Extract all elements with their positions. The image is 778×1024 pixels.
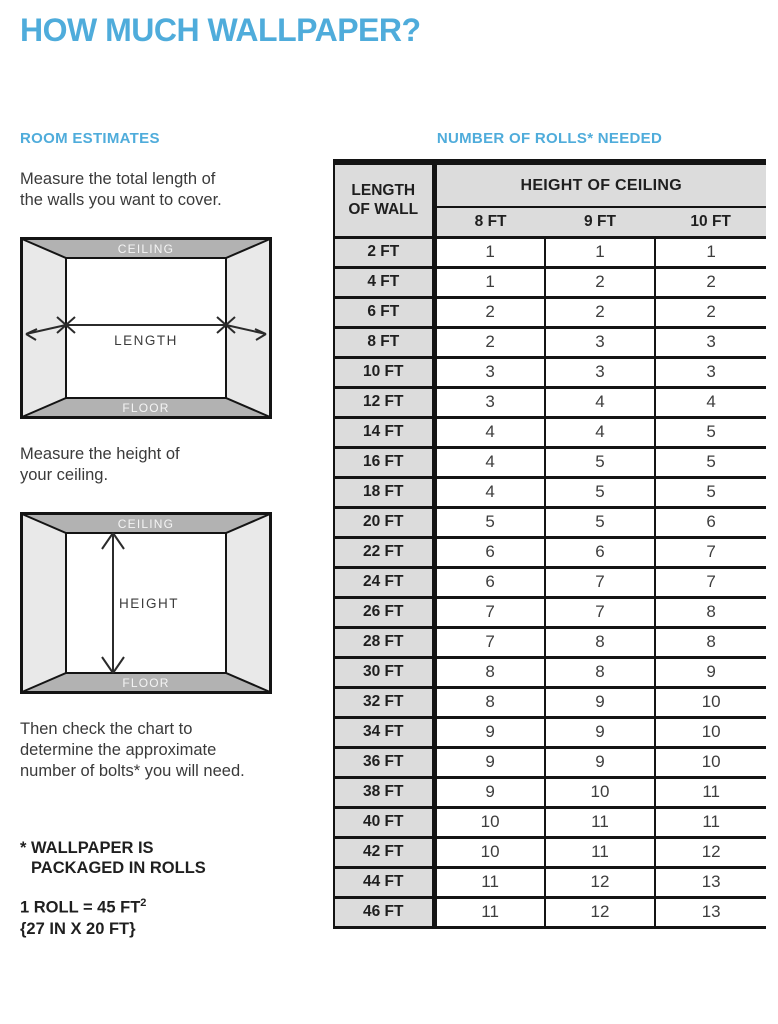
roll-count-cell: 8 [545,627,656,657]
wall-length-label: 40 FT [334,807,434,837]
room-estimates-section [20,130,315,940]
table-row [334,237,766,267]
rolls-needed-heading: NUMBER OF ROLLS* NEEDED [436,130,663,147]
roll-count-cell: 5 [545,447,656,477]
roll-count-cell: 2 [655,267,766,297]
floor-label: FLOOR [122,401,170,415]
roll-count-cell: 9 [434,717,545,747]
superscript: 2 [140,897,147,909]
roll-count-cell: 7 [434,597,545,627]
table-row [334,387,766,417]
wall-length-label: 16 FT [334,447,434,477]
roll-count-cell: 12 [655,837,766,867]
roll-count-cell: 3 [545,357,656,387]
roll-count-cell: 9 [434,747,545,777]
wallpaper-rolls-footnote [20,838,315,878]
height-of-ceiling-header: HEIGHT OF CEILING [434,162,766,207]
wall-length-label: 42 FT [334,837,434,867]
rolls-needed-section [333,130,766,929]
ceiling-label: CEILING [117,242,175,256]
text-line: * WALLPAPER IS [20,839,154,857]
rolls-table-head [334,162,766,237]
roll-count-cell: 9 [434,777,545,807]
text-line: Measure the height of [20,445,180,463]
col-header-10ft: 10 FT [655,207,766,237]
roll-count-cell: 9 [655,657,766,687]
roll-size-footnote [20,893,315,940]
table-row [334,357,766,387]
roll-count-cell: 11 [434,897,545,927]
roll-count-cell: 9 [545,747,656,777]
roll-count-cell: 6 [655,507,766,537]
roll-count-cell: 7 [655,537,766,567]
roll-count-cell: 4 [434,477,545,507]
roll-count-cell: 7 [655,567,766,597]
back-wall [66,258,226,398]
room-estimates-heading: ROOM ESTIMATES [20,130,160,147]
wall-length-label: 38 FT [334,777,434,807]
roll-count-cell: 5 [655,447,766,477]
table-row [334,327,766,357]
wall-length-label: 12 FT [334,387,434,417]
roll-count-cell: 10 [545,777,656,807]
roll-count-cell: 4 [434,447,545,477]
check-chart-text [20,719,315,782]
wall-length-label: 6 FT [334,297,434,327]
roll-count-cell: 2 [545,297,656,327]
table-row [334,267,766,297]
table-row [334,447,766,477]
roll-count-cell: 2 [434,327,545,357]
length-of-wall-header: LENGTH OF WALL [334,162,434,237]
roll-count-cell: 4 [655,387,766,417]
roll-count-cell: 3 [434,387,545,417]
wall-length-label: 32 FT [334,687,434,717]
wall-length-label: 26 FT [334,597,434,627]
table-row [334,687,766,717]
ceiling-label: CEILING [117,517,175,531]
col-header-8ft: 8 FT [434,207,545,237]
page-title: HOW MUCH WALLPAPER? [20,12,421,48]
table-row [334,807,766,837]
col-header-9ft: 9 FT [545,207,656,237]
wall-length-label: 28 FT [334,627,434,657]
table-row [334,837,766,867]
roll-count-cell: 2 [434,297,545,327]
wall-length-label: 36 FT [334,747,434,777]
roll-count-cell: 7 [545,597,656,627]
roll-count-cell: 7 [545,567,656,597]
floor-label: FLOOR [122,676,170,690]
text-line: Measure the total length of [20,170,216,188]
roll-count-cell: 1 [655,237,766,267]
table-row [334,477,766,507]
roll-count-cell: 1 [434,267,545,297]
roll-count-cell: 4 [434,417,545,447]
measure-height-text [20,444,315,486]
rolls-table-body [334,237,766,927]
roll-count-cell: 8 [545,657,656,687]
roll-count-cell: 10 [434,807,545,837]
roll-count-cell: 13 [655,897,766,927]
text-line: PACKAGED IN ROLLS [31,859,206,877]
table-row [334,597,766,627]
roll-count-cell: 8 [655,627,766,657]
table-row [334,747,766,777]
wall-length-label: 14 FT [334,417,434,447]
wall-length-label: 44 FT [334,867,434,897]
roll-count-cell: 6 [434,537,545,567]
roll-count-cell: 5 [545,477,656,507]
roll-count-cell: 11 [545,807,656,837]
roll-count-cell: 13 [655,867,766,897]
table-row [334,897,766,927]
table-row [334,417,766,447]
wall-length-label: 8 FT [334,327,434,357]
roll-count-cell: 2 [545,267,656,297]
roll-count-cell: 12 [545,867,656,897]
table-row [334,537,766,567]
roll-count-cell: 8 [434,687,545,717]
table-row [334,717,766,747]
roll-count-cell: 5 [545,507,656,537]
roll-count-cell: 4 [545,387,656,417]
text-line: the walls you want to cover. [20,191,222,209]
room-height-diagram [20,512,272,694]
room-length-diagram [20,237,272,419]
text-line: Then check the chart to [20,720,193,738]
height-dimension-label: HEIGHT [118,596,180,611]
roll-count-cell: 12 [545,897,656,927]
roll-count-cell: 11 [434,867,545,897]
wall-length-label: 46 FT [334,897,434,927]
roll-count-cell: 11 [655,807,766,837]
roll-count-cell: 1 [545,237,656,267]
wall-length-label: 30 FT [334,657,434,687]
table-row [334,567,766,597]
roll-count-cell: 9 [545,687,656,717]
table-header-row [334,162,766,207]
wall-length-label: 20 FT [334,507,434,537]
wall-length-label: 34 FT [334,717,434,747]
roll-count-cell: 10 [655,747,766,777]
roll-count-cell: 5 [655,477,766,507]
wall-length-label: 18 FT [334,477,434,507]
wall-length-label: 10 FT [334,357,434,387]
measure-length-text [20,169,315,211]
wall-length-label: 4 FT [334,267,434,297]
roll-count-cell: 4 [545,417,656,447]
roll-count-cell: 3 [655,357,766,387]
roll-count-cell: 7 [434,627,545,657]
length-dimension-label: LENGTH [114,333,178,348]
roll-count-cell: 5 [434,507,545,537]
roll-count-cell: 8 [655,597,766,627]
roll-count-cell: 3 [655,327,766,357]
roll-count-cell: 6 [434,567,545,597]
text-line: your ceiling. [20,466,109,484]
table-row [334,507,766,537]
table-row [334,297,766,327]
roll-count-cell: 10 [434,837,545,867]
text-line: number of bolts* you will need. [20,762,245,780]
wall-length-label: 2 FT [334,237,434,267]
roll-count-cell: 8 [434,657,545,687]
text-line: 1 ROLL = 45 $FT^2$ [20,897,147,917]
text-line: determine the approximate [20,741,217,759]
table-row [334,777,766,807]
roll-count-cell: 6 [545,537,656,567]
wall-length-label: 22 FT [334,537,434,567]
roll-count-cell: 5 [655,417,766,447]
rolls-table [333,159,766,929]
roll-count-cell: 9 [545,717,656,747]
table-row [334,657,766,687]
table-row [334,627,766,657]
roll-count-cell: 11 [655,777,766,807]
wall-length-label: 24 FT [334,567,434,597]
roll-count-cell: 3 [545,327,656,357]
roll-count-cell: 2 [655,297,766,327]
table-row [334,867,766,897]
roll-count-cell: 3 [434,357,545,387]
text-line: {27 IN X 20 FT} [20,919,136,938]
roll-count-cell: 11 [545,837,656,867]
roll-count-cell: 10 [655,717,766,747]
roll-count-cell: 1 [434,237,545,267]
roll-count-cell: 10 [655,687,766,717]
